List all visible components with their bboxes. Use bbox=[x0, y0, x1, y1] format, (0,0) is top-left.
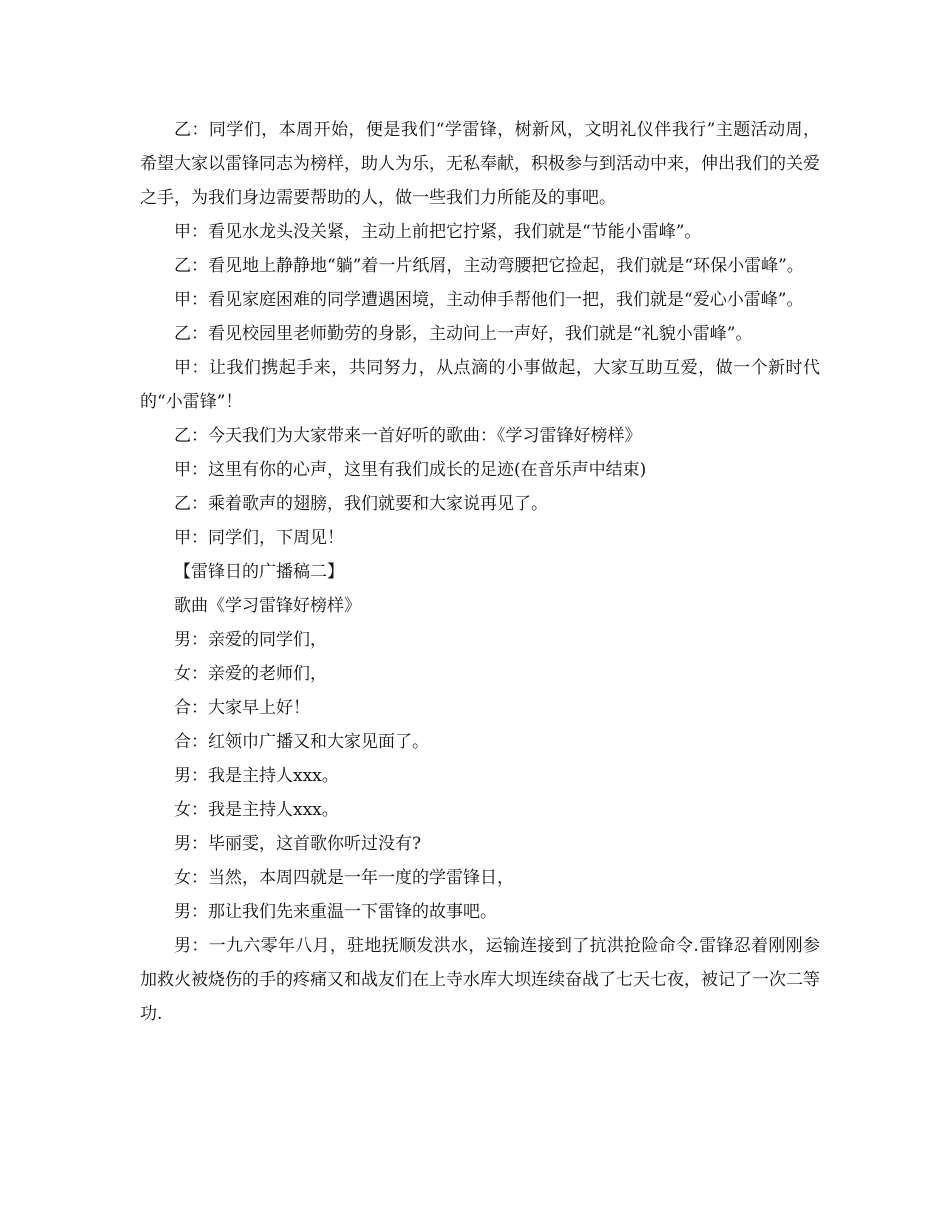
paragraph: 男：毕丽雯，这首歌你听过没有? bbox=[174, 834, 422, 854]
document-body bbox=[140, 113, 820, 1031]
paragraph: 甲：这里有你的心声，这里有我们成长的足迹(在音乐声中结束) bbox=[174, 460, 647, 480]
paragraph: 乙：今天我们为大家带来一首好听的歌曲：《学习雷锋好榜样》 bbox=[174, 426, 642, 446]
paragraph: 歌曲《学习雷锋好榜样》 bbox=[174, 596, 361, 616]
paragraph: 甲：看见家庭困难的同学遭遇困境，主动伸手帮他们一把，我们就是“爱心小雷峰”。 bbox=[174, 290, 804, 310]
section-heading: 【雷锋日的广播稿二】 bbox=[174, 562, 344, 582]
paragraph: 男：我是主持人xxx。 bbox=[174, 766, 339, 786]
paragraph: 男：那让我们先来重温一下雷锋的故事吧。 bbox=[174, 902, 497, 922]
paragraph: 合：红领巾广播又和大家见面了。 bbox=[174, 732, 429, 752]
paragraph: 男：亲爱的同学们， bbox=[174, 630, 327, 650]
paragraph: 合：大家早上好！ bbox=[174, 698, 310, 718]
paragraph: 女：我是主持人xxx。 bbox=[174, 800, 339, 820]
paragraph: 乙：看见校园里老师勤劳的身影，主动问上一声好，我们就是“礼貌小雷峰”。 bbox=[174, 324, 753, 344]
paragraph: 男：一九六零年八月，驻地抚顺发洪水，运输连接到了抗洪抢险命令.雷锋忍着刚刚参加救火被烧伤的手的疼痛又和战友们在上寺水库大坝连续奋战了七天七夜，被记了一次二等功. bbox=[140, 936, 820, 1024]
paragraph: 甲：看见水龙头没关紧，主动上前把它拧紧，我们就是“节能小雷峰”。 bbox=[174, 222, 702, 242]
paragraph: 甲：同学们，下周见！ bbox=[174, 528, 344, 548]
paragraph: 女：当然，本周四就是一年一度的学雷锋日， bbox=[174, 868, 514, 888]
paragraph: 乙：看见地上静静地“躺”着一片纸屑，主动弯腰把它捡起，我们就是“环保小雷峰”。 bbox=[174, 256, 804, 276]
paragraph: 甲：让我们携起手来，共同努力，从点滴的小事做起，大家互助互爱，做一个新时代的“小雷锋”！ bbox=[140, 358, 820, 412]
paragraph: 乙：同学们，本周开始，便是我们“学雷锋，树新风，文明礼仪伴我行”主题活动周，希望大家以雷锋同志为榜样，助人为乐，无私奉献，积极参与到活动中来，伸出我们的关爱之手，为我们身边需要帮助的人，做一些我们力所能及的事吧。 bbox=[140, 120, 820, 208]
paragraph: 乙：乘着歌声的翅膀，我们就要和大家说再见了。 bbox=[174, 494, 548, 514]
paragraph: 女：亲爱的老师们， bbox=[174, 664, 327, 684]
